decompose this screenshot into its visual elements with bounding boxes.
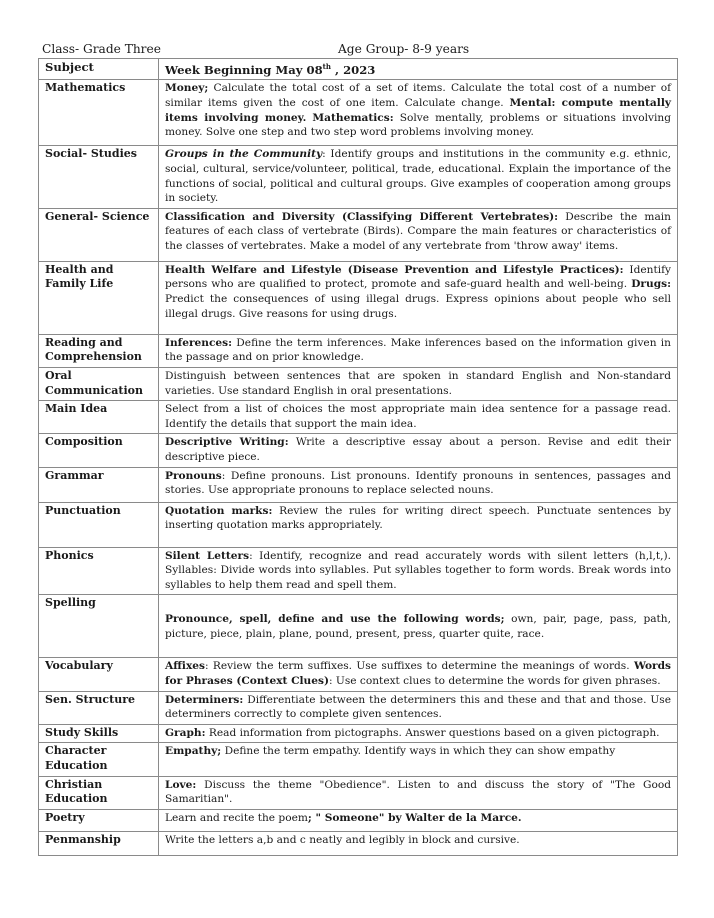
description-text: : Identify, recognize and read accurately words with silent letters (h,l,t,). Syllables: Divide words into syllables. Put syllables together to form words. Break words into syllables to help them read and spell them. bbox=[165, 549, 671, 591]
table-row bbox=[39, 809, 678, 831]
subject-cell: Christian Education bbox=[39, 776, 159, 809]
table-row bbox=[39, 595, 678, 658]
description-cell bbox=[159, 401, 678, 434]
description-cell bbox=[159, 743, 678, 776]
description-text: Drugs: bbox=[631, 278, 671, 291]
subject-cell: General- Science bbox=[39, 208, 159, 261]
table-row bbox=[39, 724, 678, 743]
description-cell bbox=[159, 809, 678, 831]
subject-cell: Sen. Structure bbox=[39, 691, 159, 724]
table-row bbox=[39, 743, 678, 776]
description-text: Describe the main features of each class of vertebrate (Birds). Compare the main features or characteristics of the classes of vertebrates. Make a model of any vertebrate from 'throw away' items. bbox=[165, 210, 671, 253]
description-text: Quotation marks: bbox=[165, 504, 273, 517]
subject-cell: Health and Family Life bbox=[39, 261, 159, 334]
subject-cell: Spelling bbox=[39, 595, 159, 658]
subject-cell: Study Skills bbox=[39, 724, 159, 743]
table-row bbox=[39, 434, 678, 467]
description-cell bbox=[159, 502, 678, 547]
description-text: Empathy; bbox=[165, 745, 222, 758]
description-cell bbox=[159, 208, 678, 261]
description-cell bbox=[159, 334, 678, 367]
description-text: Differentiate between the determiners this and these and that and those. Use determiners correctly to complete given sentences. bbox=[165, 693, 671, 721]
week-heading bbox=[159, 59, 678, 80]
description-text: Love: bbox=[165, 778, 197, 791]
table-row bbox=[39, 146, 678, 208]
description-text: Write a descriptive essay about a person. Revise and edit their descriptive piece. bbox=[165, 436, 671, 463]
table-row bbox=[39, 691, 678, 724]
description-text: Define the term inferences. Make inferences based on the information given in the passage and on prior knowledge. bbox=[165, 336, 671, 364]
subject-cell: Reading and Comprehension bbox=[39, 334, 159, 367]
description-text: Determiners: bbox=[165, 693, 244, 706]
description-text: Pronouns bbox=[165, 469, 222, 482]
table-row bbox=[39, 208, 678, 261]
subject-cell: Vocabulary bbox=[39, 658, 159, 691]
table-row bbox=[39, 502, 678, 547]
table-row bbox=[39, 547, 678, 595]
table-row bbox=[39, 776, 678, 809]
description-text: Inferences: bbox=[165, 336, 233, 349]
description-text: : Use context clues to determine the words for given phrases. bbox=[328, 674, 661, 687]
description-text: Write the letters a,b and c neatly and legibly in block and cursive. bbox=[165, 833, 520, 846]
table-header-row bbox=[39, 59, 678, 80]
subject-cell: Main Idea bbox=[39, 401, 159, 434]
table-row bbox=[39, 80, 678, 146]
description-text: Mathematics: bbox=[312, 111, 394, 124]
table-row bbox=[39, 831, 678, 855]
description-text: Descriptive Writing: bbox=[165, 436, 289, 449]
description-text: Discuss the theme "Obedience". Listen to and discuss the story of "The Good Samaritian". bbox=[165, 778, 671, 806]
table-row bbox=[39, 334, 678, 367]
table-row bbox=[39, 368, 678, 401]
table-row bbox=[39, 658, 678, 691]
subject-cell: Mathematics bbox=[39, 80, 159, 146]
week-prefix: Week Beginning May 08 bbox=[165, 62, 323, 77]
subject-cell: Penmanship bbox=[39, 831, 159, 855]
description-text: Learn and recite the poem bbox=[165, 811, 308, 824]
description-cell bbox=[159, 658, 678, 691]
description-cell bbox=[159, 724, 678, 743]
subject-cell: Social- Studies bbox=[39, 146, 159, 208]
subject-cell: Poetry bbox=[39, 809, 159, 831]
description-text: : Review the term suffixes. Use suffixes to determine the meanings of words. bbox=[204, 660, 634, 673]
subject-column-header: Subject bbox=[39, 59, 159, 80]
description-cell bbox=[159, 261, 678, 334]
subject-cell: Punctuation bbox=[39, 502, 159, 547]
description-text: own, pair, page, pass, path, picture, piece, plain, plane, pound, present, press, quarter quite, race. bbox=[165, 613, 671, 640]
description-cell bbox=[159, 831, 678, 855]
table-row bbox=[39, 467, 678, 502]
description-text: Predict the consequences of using illegal drugs. Express opinions about people who sell illegal drugs. Give reasons for using drugs. bbox=[165, 293, 671, 320]
description-text: Distinguish between sentences that are spoken in standard English and Non-standard varieties. Use standard English in oral presentations. bbox=[165, 370, 671, 397]
subject-cell: Composition bbox=[39, 434, 159, 467]
description-cell bbox=[159, 547, 678, 595]
description-text: Select from a list of choices the most appropriate main idea sentence for a passage read. Identify the details that support the main idea. bbox=[165, 403, 671, 430]
subject-cell: Phonics bbox=[39, 547, 159, 595]
description-text: : Identify groups and institutions in the community e.g. ethnic, social, cultural, service/volunteer, political, trade, educational. Explain the importance of the functions of social, political and cultural groups. Give examples of cooperation among groups in society. bbox=[165, 148, 671, 205]
description-text: ; " Someone" by Walter de la Marce. bbox=[307, 811, 522, 824]
description-text: Mental: compute mentally items involving money. bbox=[165, 97, 671, 124]
table-row bbox=[39, 401, 678, 434]
description-text: Calculate the total cost of a set of items. Calculate the total cost of a number of similar items given the cost of one item. Calculate change. bbox=[165, 82, 671, 110]
description-text: Define the term empathy. Identify ways in which they can show empathy bbox=[221, 745, 616, 758]
class-label: Class- Grade Three bbox=[42, 42, 161, 56]
subject-cell: Oral Communication bbox=[39, 368, 159, 401]
description-cell bbox=[159, 146, 678, 208]
description-text: Silent Letters bbox=[165, 549, 250, 562]
subject-cell: Grammar bbox=[39, 467, 159, 502]
description-cell bbox=[159, 691, 678, 724]
subject-cell: Character Education bbox=[39, 743, 159, 776]
lesson-plan-table bbox=[38, 58, 678, 856]
description-text: Affixes bbox=[165, 660, 205, 673]
description-text: Words for Phrases (Context Clues) bbox=[165, 660, 671, 687]
description-text: Solve mentally, problems or situations involving money. Solve one step and two step word problems involving money. bbox=[165, 111, 671, 139]
description-cell bbox=[159, 80, 678, 146]
description-text: Classification and Diversity (Classifying Different Vertebrates): bbox=[165, 210, 559, 223]
description-cell bbox=[159, 434, 678, 467]
description-text: Pronounce, spell, define and use the following words; bbox=[165, 613, 505, 626]
description-text: : Define pronouns. List pronouns. Identify pronouns in sentences, passages and stories. Use appropriate pronouns to replace selected nouns. bbox=[165, 469, 671, 497]
week-superscript: th bbox=[322, 62, 331, 71]
description-cell bbox=[159, 368, 678, 401]
description-cell bbox=[159, 595, 678, 658]
description-text: Money; bbox=[165, 82, 209, 95]
description-text: Groups in the Community bbox=[165, 148, 323, 161]
description-text bbox=[165, 596, 671, 612]
description-cell bbox=[159, 776, 678, 809]
description-text: Read information from pictographs. Answer questions based on a given pictograph. bbox=[205, 726, 660, 739]
description-text: Graph: bbox=[165, 726, 206, 739]
week-suffix: , 2023 bbox=[331, 62, 376, 77]
description-text: Review the rules for writing direct speech. Punctuate sentences by inserting quotation marks appropriately. bbox=[165, 504, 671, 532]
age-group-label: Age Group- 8-9 years bbox=[338, 42, 470, 56]
lesson-plan-body bbox=[39, 59, 678, 856]
description-cell bbox=[159, 467, 678, 502]
description-text: Health Welfare and Lifestyle (Disease Prevention and Lifestyle Practices): bbox=[165, 263, 624, 276]
description-text: Identify persons who are qualified to protect, promote and safe-guard health and well-being. bbox=[165, 263, 672, 291]
table-row bbox=[39, 261, 678, 334]
